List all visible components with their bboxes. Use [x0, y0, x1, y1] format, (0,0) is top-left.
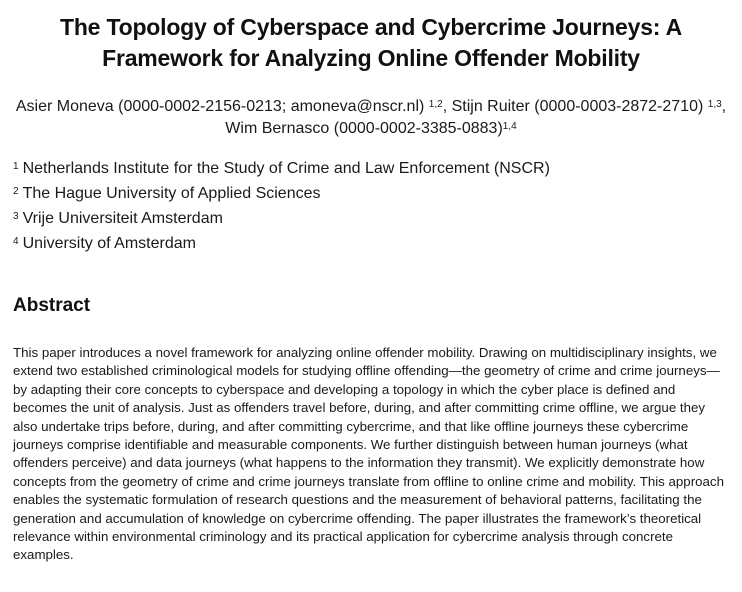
paper-title-line-2: Framework for Analyzing Online Offender Mobility — [102, 45, 640, 71]
affiliation-text: Vrije Universiteit Amsterdam — [22, 210, 223, 227]
author-2: , Stijn Ruiter (0000-0003-2872-2710) — [442, 98, 704, 115]
abstract-body: This paper introduces a novel framework for analyzing online offender mobility. Drawing on multidisciplinary insights, we extend two established criminological models for studying offline offending—the geometry of crime and crime journeys—by adapting their core concepts to cyberspace and developing a topology in which the cyber place is defined and becomes the unit of analysis. Just as offenders travel before, during, and after committing crime offline, we argue they also undertake trips before, during, and after committing cybercrime, and that like offline journeys these cybercrime journeys comprise identifiable and measurable components. We further distinguish between human journeys (what offenders perceive) and data journeys (what happens to the information they transmit). We explicitly demonstrate how concepts from the geometry of crime and crime journeys translate from offline to online crime and mobility. This approach enables the systematic formulation of research questions and the measurement of behavioral patterns, facilitating the generation and accumulation of knowledge on cybercrime offending. The paper illustrates the framework’s theoretical relevance within environmental criminology and its practical application for cybercrime analysis through concrete examples. — [13, 345, 724, 563]
abstract-heading: Abstract — [13, 295, 91, 316]
affiliation-text: University of Amsterdam — [22, 235, 196, 252]
affiliation-text: Netherlands Institute for the Study of Crime and Law Enforcement (NSCR) — [22, 160, 550, 177]
author-3: , Wim Bernasco (0000-0002-3385-0883) — [225, 98, 727, 137]
paper-title — [13, 12, 729, 74]
affiliation-number: 2 — [13, 186, 19, 197]
author-3-affiliation-marks: 1,4 — [502, 121, 517, 132]
affiliation-number: 4 — [13, 236, 19, 247]
paper-page — [13, 12, 729, 565]
author-1-affiliation-marks: 1,2 — [428, 99, 443, 110]
author-2-affiliation-marks: 1,3 — [707, 99, 722, 110]
affiliation-number: 3 — [13, 211, 19, 222]
author-1: Asier Moneva (0000-0002-2156-0213; amoneva@nscr.nl) — [15, 98, 425, 115]
affiliation-list — [13, 156, 729, 256]
affiliation-item — [13, 181, 729, 206]
paper-title-line-1: The Topology of Cyberspace and Cybercrime Journeys: A — [59, 14, 683, 40]
affiliation-item — [13, 156, 729, 181]
affiliation-item — [13, 206, 729, 231]
affiliation-text: The Hague University of Applied Sciences — [22, 185, 321, 202]
author-list — [13, 96, 729, 140]
affiliation-number: 1 — [13, 161, 19, 172]
affiliation-item — [13, 231, 729, 256]
